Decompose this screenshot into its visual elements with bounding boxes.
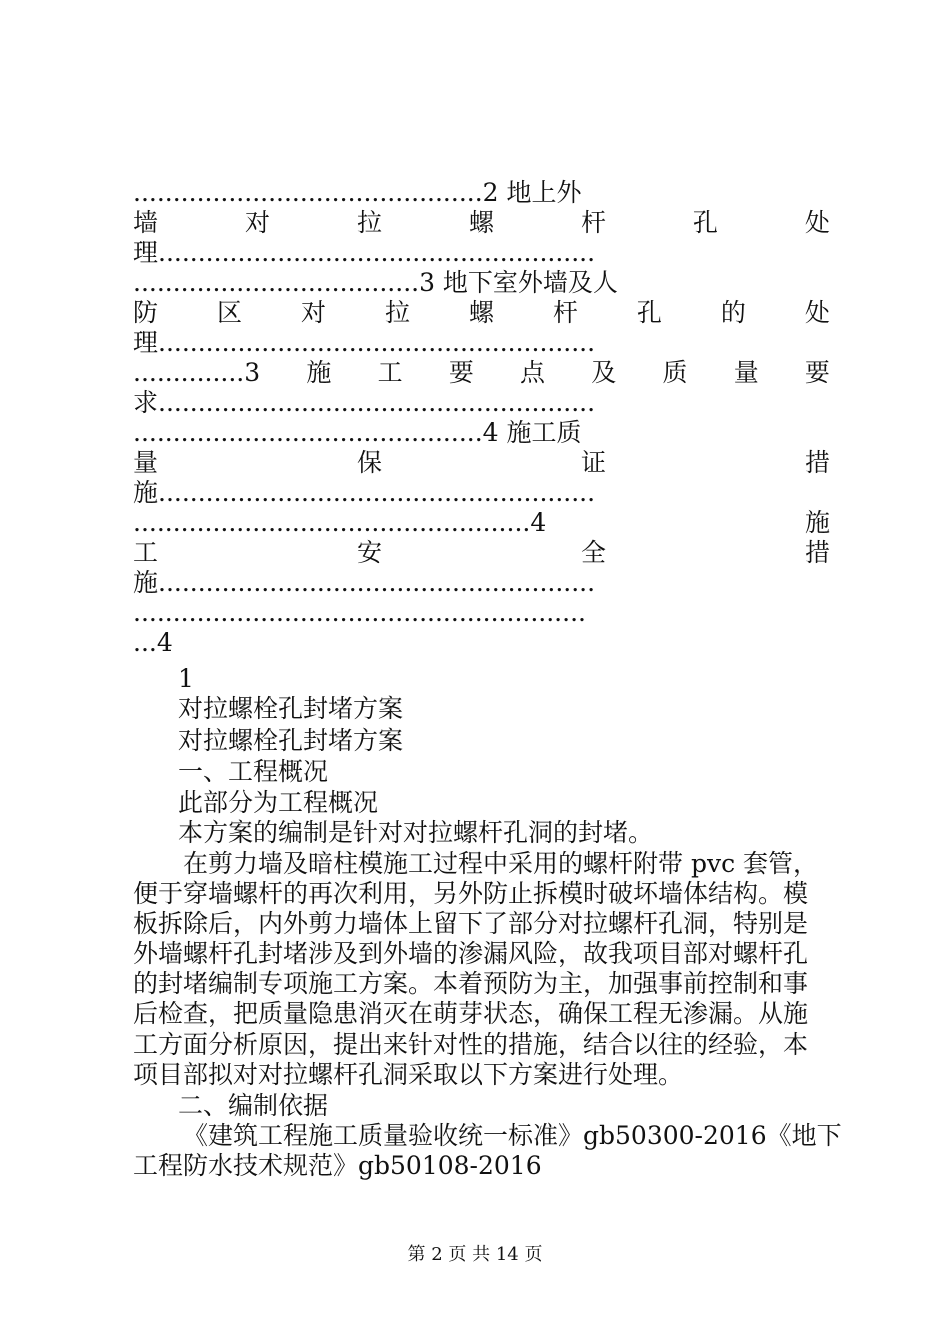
- toc-char: 对: [300, 298, 326, 327]
- toc-line: ............................................4 施工质: [133, 418, 582, 447]
- toc-char: 杆: [580, 208, 606, 237]
- toc-char: 质: [662, 358, 688, 387]
- toc-char: 施: [804, 508, 830, 537]
- paragraph-line: 便于穿墙螺杆的再次利用，另外防止拆模时破坏墙体结构。模: [133, 879, 809, 908]
- toc-char: 处: [804, 208, 830, 237]
- toc-char: 施: [306, 358, 332, 387]
- toc-line: 求.......................................................: [133, 388, 596, 417]
- toc-char: 孔: [636, 298, 662, 327]
- toc-char: 要: [804, 358, 830, 387]
- paragraph-line: 的封堵编制专项施工方案。本着预防为主，加强事前控制和事: [133, 969, 809, 998]
- toc-char: 拉: [356, 208, 382, 237]
- toc-char: 措: [804, 538, 830, 567]
- toc-line: 理.......................................................: [133, 238, 596, 267]
- paragraph-line: 工程防水技术规范》gb50108-2016: [133, 1151, 542, 1180]
- toc-char: 区: [216, 298, 242, 327]
- toc-char: 墙: [133, 208, 159, 237]
- toc-line: .........................................................: [133, 598, 586, 627]
- paragraph-line: 项目部拟对对拉螺杆孔洞采取以下方案进行处理。: [133, 1060, 684, 1089]
- toc-char: 螺: [468, 208, 494, 237]
- section-heading: 一、工程概况: [178, 757, 329, 786]
- section-heading: 二、编制依据: [178, 1091, 329, 1120]
- toc-char: 量: [133, 448, 159, 477]
- toc-line: ...4: [133, 628, 173, 657]
- doc-title-repeat: 对拉螺栓孔封堵方案: [178, 726, 404, 755]
- paragraph-line: 板拆除后，内外剪力墙体上留下了部分对拉螺杆孔洞，特别是: [133, 909, 809, 938]
- toc-line: ............................................2 地上外: [133, 178, 582, 207]
- toc-leader: ..............3: [133, 358, 261, 387]
- toc-line: ....................................3 地下室外墙及人: [133, 268, 618, 297]
- toc-char: 全: [580, 538, 606, 567]
- toc-char: 保: [356, 448, 382, 477]
- toc-char: 工: [133, 538, 159, 567]
- toc-char: 证: [580, 448, 606, 477]
- toc-char: 工: [377, 358, 403, 387]
- toc-char: 防: [133, 298, 159, 327]
- toc-line-justified: [133, 538, 830, 568]
- toc-line: 理.......................................................: [133, 328, 596, 357]
- toc-char: 的: [720, 298, 746, 327]
- toc-char: 及: [591, 358, 617, 387]
- paragraph-line: 在剪力墙及暗柱模施工过程中采用的螺杆附带 pvc 套管，: [183, 849, 819, 878]
- toc-line-justified: [133, 298, 830, 328]
- paragraph: 本方案的编制是针对对拉螺杆孔洞的封堵。: [178, 818, 654, 847]
- toc-char: 安: [356, 538, 382, 567]
- toc-char: 孔: [692, 208, 718, 237]
- toc-line-justified: [133, 508, 830, 538]
- toc-line-justified: [133, 448, 830, 478]
- doc-title: 对拉螺栓孔封堵方案: [178, 694, 404, 723]
- toc-line-justified: [133, 358, 830, 388]
- page-footer: 第 2 页 共 14 页: [407, 1244, 543, 1265]
- toc-char: 拉: [384, 298, 410, 327]
- toc-line: 施.......................................................: [133, 568, 596, 597]
- toc-char: 杆: [552, 298, 578, 327]
- toc-char: 措: [804, 448, 830, 477]
- paragraph-line: 《建筑工程施工质量验收统一标准》gb50300-2016《地下: [183, 1121, 842, 1150]
- toc-char: 处: [804, 298, 830, 327]
- toc-char: 要: [448, 358, 474, 387]
- toc-char: 量: [733, 358, 759, 387]
- page-number-marker: 1: [178, 664, 194, 693]
- toc-char: 对: [244, 208, 270, 237]
- toc-char: 点: [520, 358, 546, 387]
- toc-line: 施.......................................................: [133, 478, 596, 507]
- toc-line-justified: [133, 208, 830, 238]
- paragraph-line: 工方面分析原因，提出来针对性的措施，结合以往的经验，本: [133, 1030, 809, 1059]
- toc-char: 螺: [468, 298, 494, 327]
- toc-leader: ..................................................4: [133, 508, 547, 537]
- paragraph-line: 外墙螺杆孔封堵涉及到外墙的渗漏风险，故我项目部对螺杆孔: [133, 939, 809, 968]
- paragraph-line: 后检查，把质量隐患消灭在萌芽状态，确保工程无渗漏。从施: [133, 999, 809, 1028]
- section-note: 此部分为工程概况: [178, 788, 379, 817]
